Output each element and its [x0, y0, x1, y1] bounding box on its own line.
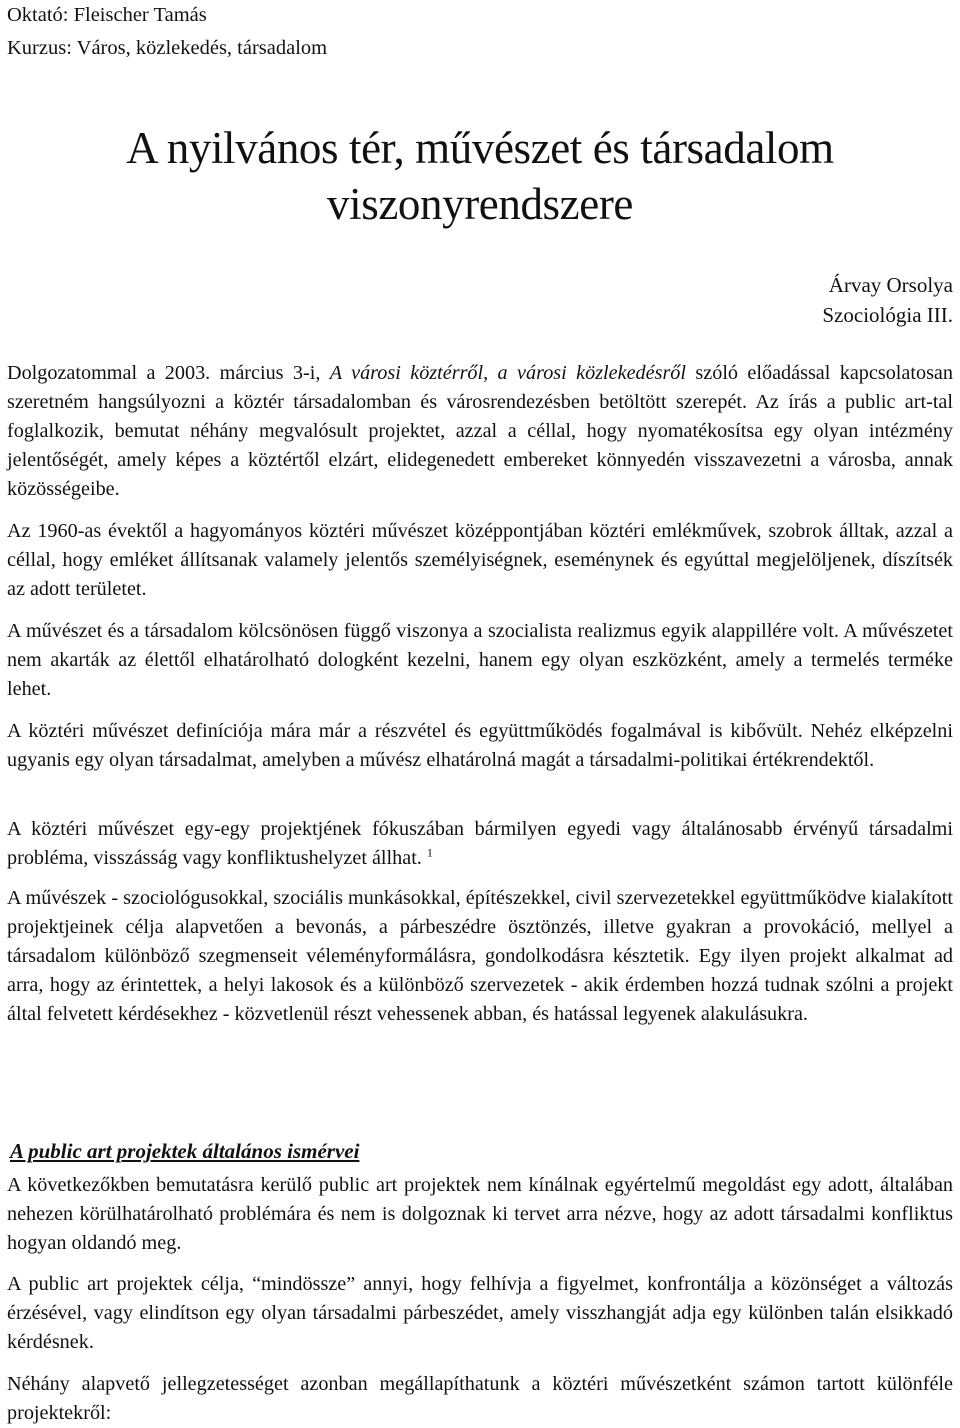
paragraph-definition: A köztéri művészet definíciója mára már a részvétel és együttműködés fogalmával is kibővült. Nehéz elképzelni ugyanis egy olyan társadalmat, amelyben a művész elhatárolná magát a társadalmi-politikai értékrendektől.: [7, 720, 953, 771]
document-title-line-1: A nyilvános tér, művészet és társadalom: [126, 123, 834, 173]
section-heading: A public art projektek általános ismérvei: [10, 1139, 360, 1163]
footnote-marker: 1: [426, 845, 433, 860]
intro-paragraph: [7, 359, 953, 504]
lecture-title-italic: A városi köztérről, a városi közlekedésről: [329, 362, 687, 384]
paragraph-socialist-realism: A művészet és a társadalom kölcsönösen függő viszonya a szocialista realizmus egyik alappillére volt. A művészetet nem akarták az élettől elhatárolható dologként kezelni, hanem egy olyan eszközként, amely a termelés terméke lehet.: [7, 620, 953, 700]
paragraph-focus: [7, 815, 953, 873]
intro-text-before: Dolgozatommal a 2003. március 3-i,: [7, 362, 330, 384]
document-title-line-2: viszonyrendszere: [327, 179, 633, 229]
author-program: Szociológia III.: [822, 303, 953, 327]
paragraph-projects-intro: A következőkben bemutatásra kerülő public art projektek nem kínálnak egyértelmű megoldást egy adott, általában nehezen körülhatárolható problémára és nem is dolgoznak ki tervet arra nézve, hogy az adott társadalmi konfliktus hogyan oldandó meg.: [7, 1174, 953, 1254]
course-line: Kurzus: Város, közlekedés, társadalom: [7, 37, 328, 59]
paragraph-projects-goal: A public art projektek célja, “mindössze” annyi, hogy felhívja a figyelmet, konfrontálja a közönséget a változás érzésével, vagy elindítson egy olyan társadalmi párbeszédet, amely visszhangját adja egy különben talán elsikkadó kérdésnek.: [7, 1273, 953, 1353]
author-name: Árvay Orsolya: [828, 273, 953, 297]
paragraph-artists: A művészek - szociológusokkal, szociális munkásokkal, építészekkel, civil szervezetekkel együttműködve kialakított projektjeinek célja alapvetően a bevonás, a párbeszédre ösztönzés, illetve gyakran a provokáció, mellyel a társadalom különböző szegmenseit véleményformálásra, gondolkodásra késztetik. Egy ilyen projekt alkalmat ad arra, hogy az érintettek, a helyi lakosok és a különböző szervezetek - akik érdemben hozzá tudnak szólni a projekt által felvetett kérdésekhez - közvetlenül részt vehessenek abban, és hatással legyenek alakulásukra.: [7, 887, 953, 1025]
paragraph-1960s: Az 1960-as évektől a hagyományos köztéri művészet középpontjában köztéri emlékművek, szobrok álltak, azzal a céllal, hogy emléket állítsanak valamely jelentős személyiségnek, eseménynek és egyúttal megjelöljenek, díszítsék az adott területet.: [7, 520, 953, 600]
paragraph-focus-text: A köztéri művészet egy-egy projektjének fókuszában bármilyen egyedi vagy általánosabb érvényű társadalmi probléma, visszásság vagy konfliktushelyzet állhat.: [7, 818, 953, 869]
paragraph-characteristics: Néhány alapvető jellegzetességet azonban megállapíthatunk a köztéri művészetként számon tartott különféle projektekről:: [7, 1373, 953, 1424]
instructor-line: Oktató: Fleischer Tamás: [7, 4, 207, 26]
intro-text-after: szóló előadással kapcsolatosan szeretném hangsúlyozni a köztér társadalomban és városrendezésben betöltött szerepét. Az írás a public art-tal foglalkozik, bemutat néhány megvalósult projektet, azzal a céllal, hogy nyomatékosítsa egy olyan intézmény jelentőségét, amely képes a köztértől elzárt, elidegenedett embereket könnyedén visszavezetni a városba, annak közösségeibe.: [7, 362, 953, 500]
